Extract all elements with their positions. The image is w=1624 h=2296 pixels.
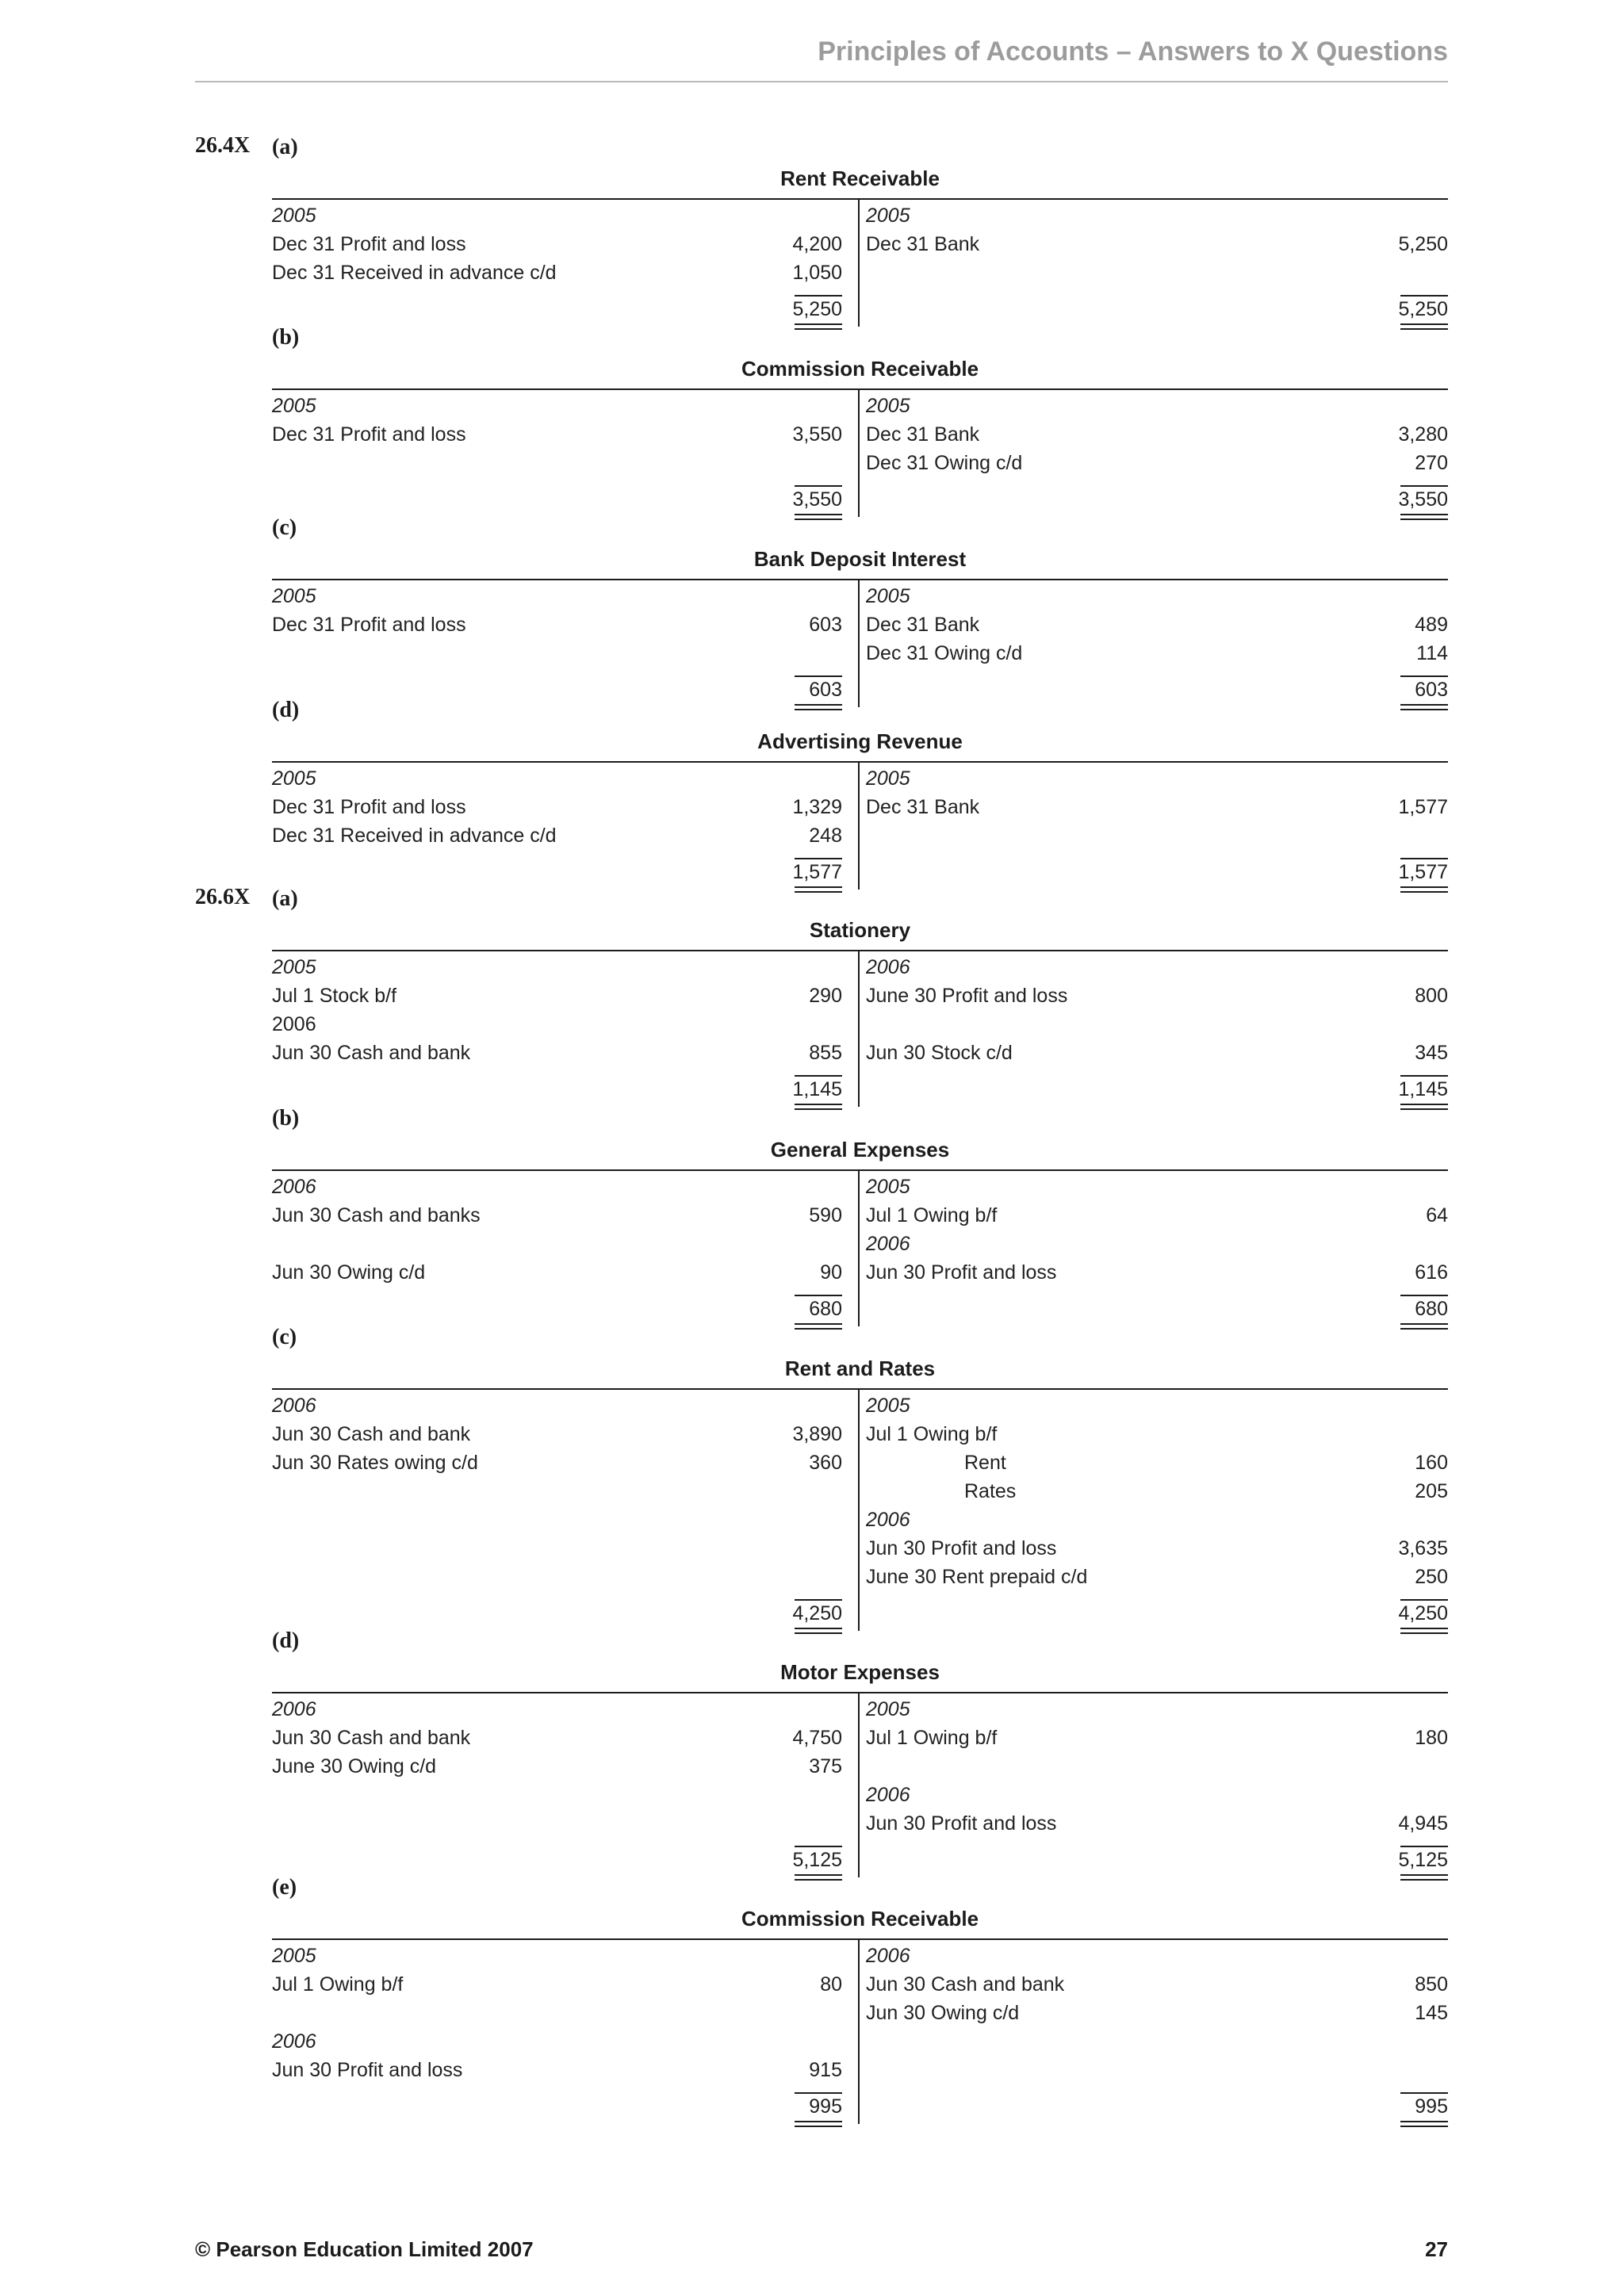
- entry-details: Jul 1 Owing b/f: [866, 1727, 998, 1749]
- entry-amount: 90: [820, 1261, 842, 1284]
- total-rule: [1400, 485, 1448, 487]
- entry-details: Jun 30 Profit and loss: [866, 1261, 1057, 1284]
- account-divider: [858, 579, 860, 707]
- entry-details: Jun 30 Profit and loss: [866, 1537, 1057, 1559]
- entry-details: Jun 30 Cash and bank: [272, 1727, 471, 1749]
- account-divider: [858, 761, 860, 890]
- account-divider: [858, 1169, 860, 1326]
- entry-amount: 180: [1415, 1727, 1448, 1749]
- part-label: (d): [272, 1628, 300, 1653]
- entry-amount: 616: [1415, 1261, 1448, 1284]
- account-divider: [858, 198, 860, 327]
- entry-year: 2006: [866, 1784, 910, 1806]
- total-rule: [795, 1599, 842, 1601]
- account-total: 5,250: [792, 298, 842, 320]
- entry-year: 2005: [866, 395, 910, 417]
- account-top-rule: [272, 388, 1448, 390]
- entry-amount: 5,250: [1398, 233, 1448, 255]
- entry-details: Dec 31 Bank: [866, 614, 980, 636]
- entry-amount: 205: [1415, 1480, 1448, 1502]
- account-divider: [858, 388, 860, 517]
- entry-amount: 1,050: [792, 262, 842, 284]
- total-rule: [1400, 858, 1448, 859]
- entry-details: Dec 31 Profit and loss: [272, 614, 466, 636]
- part-label: (c): [272, 1325, 297, 1349]
- total-rule: [795, 485, 842, 487]
- part-label: (a): [272, 886, 298, 911]
- entry-details: Jun 30 Cash and banks: [272, 1204, 481, 1226]
- account-total: 603: [809, 679, 842, 701]
- double-underline: [1400, 1323, 1448, 1330]
- entry-details: Dec 31 Bank: [866, 423, 980, 446]
- entry-year: 2006: [272, 2030, 316, 2053]
- part-label: (e): [272, 1875, 297, 1900]
- entry-year: 2006: [272, 1698, 316, 1720]
- account-top-rule: [272, 761, 1448, 763]
- total-rule: [1400, 295, 1448, 297]
- account-total: 5,125: [1398, 1849, 1448, 1871]
- entry-details: Jun 30 Profit and loss: [272, 2059, 463, 2081]
- footer-copyright: © Pearson Education Limited 2007: [195, 2237, 534, 2261]
- entry-details: Jul 1 Owing b/f: [272, 1973, 404, 1996]
- entry-amount: 64: [1426, 1204, 1448, 1226]
- entry-amount: 270: [1415, 452, 1448, 474]
- entry-year: 2005: [272, 767, 316, 790]
- account-divider: [858, 1692, 860, 1877]
- entry-year: 2005: [866, 205, 910, 227]
- account-total: 1,145: [792, 1078, 842, 1100]
- double-underline: [1400, 514, 1448, 520]
- part-label: (d): [272, 698, 300, 722]
- account-title: Commission Receivable: [741, 1907, 979, 1931]
- page-header: [195, 33, 1448, 82]
- entry-amount: 145: [1415, 2002, 1448, 2024]
- double-underline: [1400, 2121, 1448, 2127]
- entry-year: 2005: [866, 585, 910, 607]
- entry-details: 2006: [272, 1013, 316, 1035]
- account-total: 5,125: [792, 1849, 842, 1871]
- entry-details: Dec 31 Profit and loss: [272, 796, 466, 818]
- entry-year: 2005: [272, 956, 316, 978]
- entry-details: Jun 30 Stock c/d: [866, 1042, 1013, 1064]
- entry-year: 2005: [272, 585, 316, 607]
- account-title: Stationery: [809, 918, 911, 942]
- entry-details: Jul 1 Owing b/f: [866, 1204, 998, 1226]
- account-title: Rent Receivable: [780, 166, 940, 190]
- account-total: 995: [809, 2095, 842, 2118]
- double-underline: [795, 1874, 842, 1881]
- total-rule: [1400, 1846, 1448, 1847]
- entry-details: Dec 31 Profit and loss: [272, 233, 466, 255]
- double-underline: [1400, 1874, 1448, 1881]
- entry-amount: 345: [1415, 1042, 1448, 1064]
- entry-amount: 1,577: [1398, 796, 1448, 818]
- entry-amount: 489: [1415, 614, 1448, 636]
- entry-details: Jun 30 Owing c/d: [272, 1261, 426, 1284]
- entry-details: Dec 31 Owing c/d: [866, 642, 1023, 664]
- account-total: 3,550: [792, 488, 842, 511]
- entry-year: 2005: [866, 1395, 910, 1417]
- double-underline: [1400, 323, 1448, 330]
- entry-amount: 80: [820, 1973, 842, 1996]
- total-rule: [1400, 675, 1448, 677]
- total-rule: [1400, 1599, 1448, 1601]
- entry-amount: 3,280: [1398, 423, 1448, 446]
- entry-details: Jun 30 Profit and loss: [866, 1812, 1057, 1835]
- double-underline: [795, 704, 842, 710]
- account-total: 3,550: [1398, 488, 1448, 511]
- part-label: (b): [272, 325, 300, 350]
- entry-amount: 3,890: [792, 1423, 842, 1445]
- account-divider: [858, 1938, 860, 2124]
- double-underline: [795, 2121, 842, 2127]
- header-title: Principles of Accounts – Answers to X Questions: [818, 36, 1448, 67]
- account-title: Motor Expenses: [780, 1660, 940, 1684]
- entry-amount: 3,635: [1398, 1537, 1448, 1559]
- entry-year: 2005: [866, 767, 910, 790]
- entry-details: June 30 Profit and loss: [866, 985, 1068, 1007]
- entry-year: 2006: [272, 1176, 316, 1198]
- double-underline: [1400, 1628, 1448, 1634]
- entry-amount: 915: [809, 2059, 842, 2081]
- account-divider: [858, 1388, 860, 1631]
- double-underline: [795, 323, 842, 330]
- account-total: 1,577: [792, 861, 842, 883]
- account-divider: [858, 950, 860, 1107]
- entry-amount: 248: [809, 825, 842, 847]
- account-total: 680: [809, 1298, 842, 1320]
- double-underline: [1400, 886, 1448, 893]
- entry-amount: 4,750: [792, 1727, 842, 1749]
- entry-year: 2006: [866, 956, 910, 978]
- account-title: General Expenses: [770, 1138, 950, 1161]
- entry-amount: 290: [809, 985, 842, 1007]
- total-rule: [1400, 1295, 1448, 1296]
- entry-details: Jun 30 Owing c/d: [866, 2002, 1020, 2024]
- entry-details: Rates: [964, 1480, 1017, 1502]
- entry-amount: 603: [809, 614, 842, 636]
- entry-year: 2006: [866, 1509, 910, 1531]
- entry-details: Rent: [964, 1452, 1006, 1474]
- account-total: 1,145: [1398, 1078, 1448, 1100]
- entry-details: Jun 30 Rates owing c/d: [272, 1452, 478, 1474]
- double-underline: [795, 514, 842, 520]
- total-rule: [795, 1846, 842, 1847]
- entry-details: Dec 31 Owing c/d: [866, 452, 1023, 474]
- total-rule: [795, 2092, 842, 2094]
- account-total: 5,250: [1398, 298, 1448, 320]
- entry-amount: 4,200: [792, 233, 842, 255]
- entry-year: 2006: [866, 1945, 910, 1967]
- entry-year: 2006: [866, 1233, 910, 1255]
- account-top-rule: [272, 579, 1448, 580]
- entry-amount: 1,329: [792, 796, 842, 818]
- entry-details: Dec 31 Profit and loss: [272, 423, 466, 446]
- account-title: Advertising Revenue: [757, 729, 963, 753]
- double-underline: [795, 1628, 842, 1634]
- entry-amount: 590: [809, 1204, 842, 1226]
- account-top-rule: [272, 950, 1448, 951]
- account-total: 4,250: [1398, 1602, 1448, 1624]
- total-rule: [795, 295, 842, 297]
- entry-amount: 375: [809, 1755, 842, 1777]
- part-label: (b): [272, 1106, 300, 1131]
- entry-details: Dec 31 Bank: [866, 233, 980, 255]
- question-number: 26.4X: [195, 133, 251, 158]
- total-rule: [795, 1295, 842, 1296]
- total-rule: [795, 1075, 842, 1077]
- entry-details: Dec 31 Received in advance c/d: [272, 262, 557, 284]
- total-rule: [795, 858, 842, 859]
- total-rule: [1400, 1075, 1448, 1077]
- account-top-rule: [272, 1169, 1448, 1171]
- entry-details: Jul 1 Stock b/f: [272, 985, 397, 1007]
- double-underline: [1400, 704, 1448, 710]
- entry-amount: 160: [1415, 1452, 1448, 1474]
- entry-details: June 30 Rent prepaid c/d: [866, 1566, 1088, 1588]
- entry-year: 2005: [272, 395, 316, 417]
- double-underline: [795, 886, 842, 893]
- account-total: 4,250: [792, 1602, 842, 1624]
- total-rule: [795, 675, 842, 677]
- account-total: 1,577: [1398, 861, 1448, 883]
- part-label: (c): [272, 515, 297, 540]
- account-title: Rent and Rates: [784, 1357, 936, 1380]
- entry-amount: 114: [1416, 642, 1448, 664]
- entry-amount: 250: [1415, 1566, 1448, 1588]
- entry-year: 2005: [866, 1698, 910, 1720]
- entry-amount: 3,550: [792, 423, 842, 446]
- account-top-rule: [272, 1388, 1448, 1390]
- entry-details: Dec 31 Bank: [866, 796, 980, 818]
- entry-details: Jul 1 Owing b/f: [866, 1423, 998, 1445]
- entry-amount: 360: [809, 1452, 842, 1474]
- page-number: 27: [1425, 2237, 1448, 2261]
- entry-details: Jun 30 Cash and bank: [272, 1042, 471, 1064]
- account-total: 995: [1415, 2095, 1448, 2118]
- account-title: Bank Deposit Interest: [753, 547, 967, 571]
- double-underline: [1400, 1104, 1448, 1110]
- entry-details: Dec 31 Received in advance c/d: [272, 825, 557, 847]
- question-number: 26.6X: [195, 885, 251, 909]
- total-rule: [1400, 2092, 1448, 2094]
- entry-details: June 30 Owing c/d: [272, 1755, 437, 1777]
- entry-amount: 850: [1415, 1973, 1448, 1996]
- account-title: Commission Receivable: [741, 357, 979, 381]
- account-total: 680: [1415, 1298, 1448, 1320]
- part-label: (a): [272, 135, 298, 159]
- entry-details: Jun 30 Cash and bank: [866, 1973, 1065, 1996]
- entry-year: 2005: [272, 205, 316, 227]
- entry-amount: 800: [1415, 985, 1448, 1007]
- account-total: 603: [1415, 679, 1448, 701]
- entry-year: 2006: [272, 1395, 316, 1417]
- entry-year: 2005: [866, 1176, 910, 1198]
- account-top-rule: [272, 1938, 1448, 1940]
- double-underline: [795, 1323, 842, 1330]
- page-footer: [195, 2237, 1448, 2269]
- entry-amount: 4,945: [1398, 1812, 1448, 1835]
- entry-amount: 855: [809, 1042, 842, 1064]
- account-top-rule: [272, 1692, 1448, 1693]
- double-underline: [795, 1104, 842, 1110]
- account-top-rule: [272, 198, 1448, 200]
- entry-year: 2005: [272, 1945, 316, 1967]
- entry-details: Jun 30 Cash and bank: [272, 1423, 471, 1445]
